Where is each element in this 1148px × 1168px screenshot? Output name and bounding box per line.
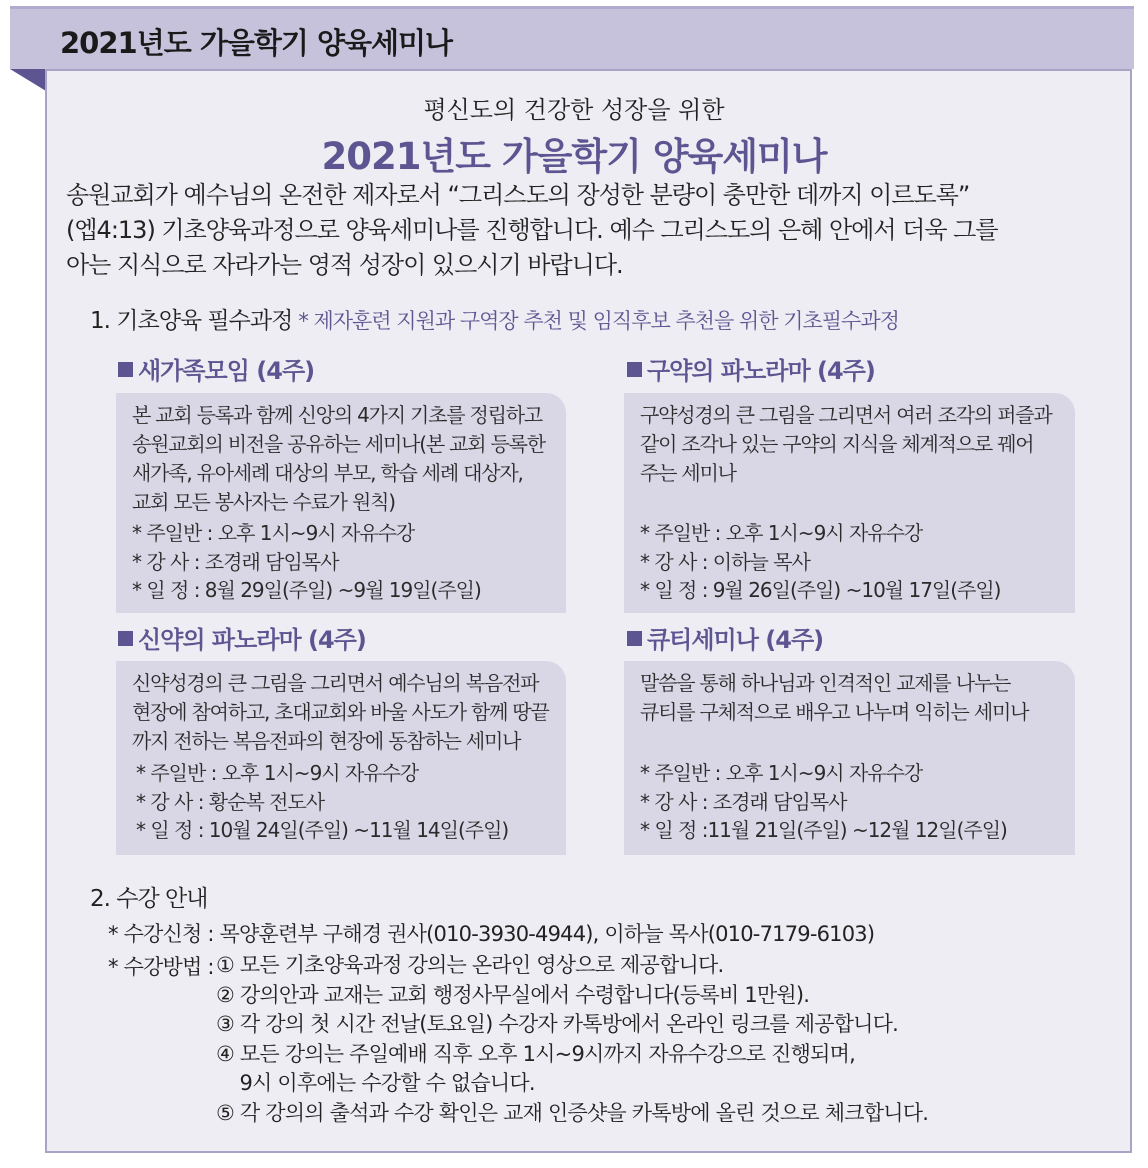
course-title-quiet-time [627,620,823,655]
course-schedule: * 주일반 : 오후 1시~9시 자유수강 [640,521,923,545]
course-instructor: * 강 사 : 이하늘 목사 [640,549,810,574]
course-desc-line: 주는 세미나 [640,461,736,485]
course-dates: * 일 정 : 8월 29일(주일) ~9월 19일(주일) [132,578,481,602]
section1-heading [90,302,899,335]
course-info [136,759,508,845]
section1-note: * 제자훈련 지원과 구역장 추천 및 임직후보 추천을 위한 기초필수과정 [298,309,899,333]
method-item: ② 강의안과 교재는 교회 행정사무실에서 수령합니다(등록비 1만원). [216,982,810,1007]
course-desc-line: 본 교회 등록과 함께 신앙의 4가지 기초를 정립하고 [132,403,543,427]
course-schedule: * 주일반 : 오후 1시~9시 자유수강 [136,761,419,785]
square-bullet-icon [627,362,642,377]
course-title-old-testament [627,351,875,386]
intro-paragraph [66,178,1116,283]
course-desc-line: 현장에 참여하고, 초대교회와 바울 사도가 함께 땅끝 [132,700,549,724]
course-card-new-family [116,393,566,613]
course-description [132,669,552,756]
method-item: 9시 이후에는 수강할 수 없습니다. [216,1071,535,1095]
header-bar [10,6,1134,69]
intro-line: 아는 지식으로 자라가는 영적 성장이 있으시기 바랍니다. [66,251,623,279]
method-list [216,951,928,1128]
course-title-text: 구약의 파노라마 (4주) [647,357,875,385]
course-title-text: 신약의 파노라마 (4주) [138,626,366,654]
header-title: 2021년도 가을학기 양육세미나 [60,26,453,60]
course-title-text: 새가족모임 (4주) [138,357,315,385]
method-item: ① 모든 기초양육과정 강의는 온라인 영상으로 제공합니다. [216,953,724,977]
main-heading: 2021년도 가을학기 양육세미나 [321,135,827,178]
course-description [132,401,552,517]
section1-title: 1. 기초양육 필수과정 [90,308,293,334]
course-schedule: * 주일반 : 오후 1시~9시 자유수강 [132,521,415,545]
course-dates: * 일 정 :11월 21일(주일) ~12월 12일(주일) [640,818,1007,842]
course-info [640,519,1000,605]
course-title-text: 큐티세미나 (4주) [647,626,824,654]
course-desc-line: 신약성경의 큰 그림을 그리면서 예수님의 복음전파 [132,671,539,695]
square-bullet-icon [627,631,642,646]
square-bullet-icon [118,631,133,646]
course-desc-line: 같이 조각나 있는 구약의 지식을 체계적으로 꿰어 [640,432,1034,456]
course-info [132,519,481,605]
intro-line: 송원교회가 예수님의 온전한 제자로서 “그리스도의 장성한 분량이 충만한 데까지 이르도록” [66,181,970,209]
course-card-quiet-time [624,661,1075,855]
course-dates: * 일 정 : 10월 24일(주일) ~11월 14일(주일) [136,818,509,842]
course-description [640,669,1061,727]
course-instructor: * 강 사 : 조경래 담임목사 [640,789,847,814]
course-card-old-testament [624,393,1075,613]
intro-line: (엡4:13) 기초양육과정으로 양육세미나를 진행합니다. 예수 그리스도의 은혜 안에서 더욱 그를 [66,216,998,244]
method-item: ③ 각 강의 첫 시간 전날(토요일) 수강자 카톡방에서 온라인 링크를 제공합니다. [216,1012,899,1036]
method-item: ④ 모든 강의는 주일예배 직후 오후 1시~9시까지 자유수강으로 진행되며, [216,1041,855,1066]
course-schedule: * 주일반 : 오후 1시~9시 자유수강 [640,761,923,785]
course-desc-line: 교회 모든 봉사자는 수료가 원칙) [132,490,395,514]
sub-heading: 평신도의 건강한 성장을 위한 [423,96,725,124]
course-title-new-testament [118,620,366,655]
course-instructor: * 강 사 : 황순복 전도사 [136,789,325,814]
course-title-new-family [118,351,314,386]
course-desc-line: 말씀을 통해 하나님과 인격적인 교제를 나누는 [640,671,1011,695]
course-desc-line: 새가족, 유아세례 대상의 부모, 학습 세례 대상자, [132,461,523,485]
course-card-new-testament [116,661,566,855]
course-dates: * 일 정 : 9월 26일(주일) ~10월 17일(주일) [640,578,1001,602]
course-info [640,759,1007,845]
course-desc-line: 까지 전하는 복음전파의 현장에 동참하는 세미나 [132,729,521,753]
course-description [640,401,1061,488]
method-item: ⑤ 각 강의의 출석과 수강 확인은 교재 인증샷을 카톡방에 올린 것으로 체크합니다. [216,1100,929,1125]
square-bullet-icon [118,362,133,377]
course-desc-line: 송원교회의 비전을 공유하는 세미나(본 교회 등록한 [132,432,545,456]
corner-fold-decoration [10,69,46,91]
registration-info: * 수강신청 : 목양훈련부 구해경 권사(010-3930-4944), 이하늘 목사(010-7179-6103) [108,922,875,946]
course-desc-line: 구약성경의 큰 그림을 그리면서 여러 조각의 퍼즐과 [640,403,1052,427]
section2-title: 2. 수강 안내 [90,886,208,912]
course-instructor: * 강 사 : 조경래 담임목사 [132,549,339,574]
method-label: * 수강방법 : [108,955,214,979]
course-desc-line: 큐티를 구체적으로 배우고 나누며 익히는 세미나 [640,700,1029,724]
